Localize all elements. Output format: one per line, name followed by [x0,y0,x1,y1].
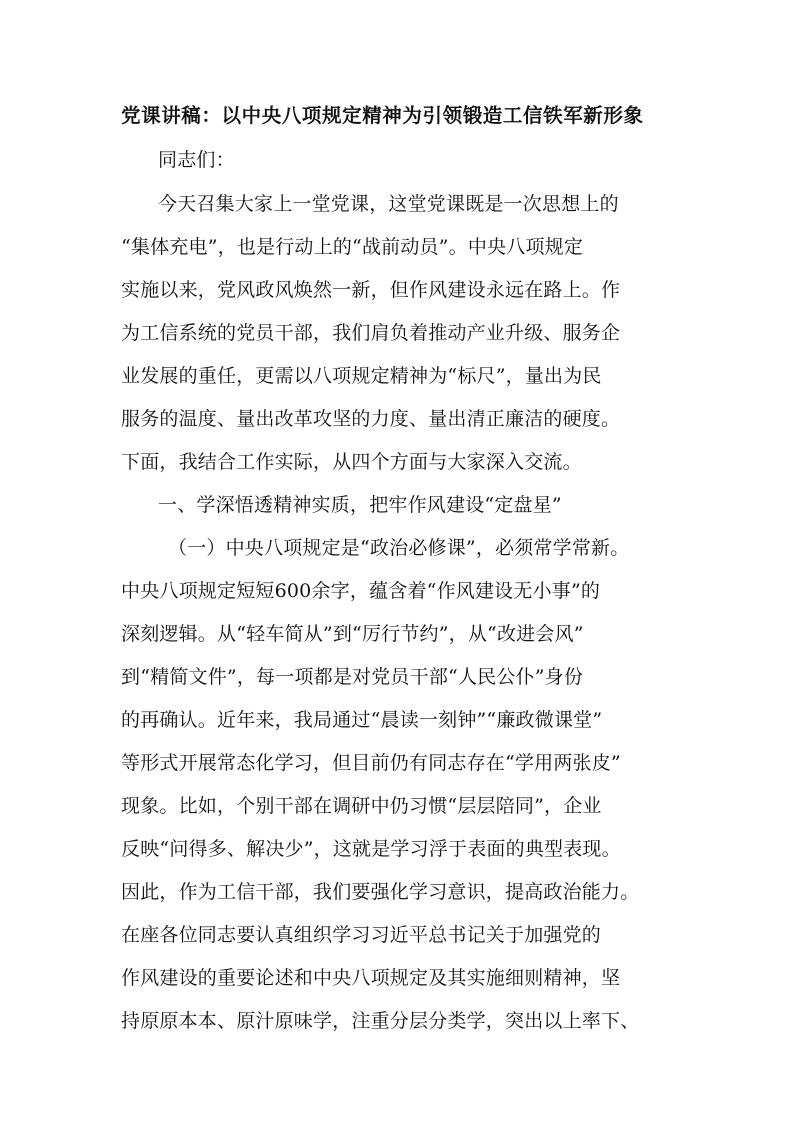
paragraph-line: 今天召集大家上一堂党课，这堂党课既是一次思想上的 [158,193,619,215]
paragraph-line: 到“精简文件”，每一项都是对党员干部“人民公仆”身份 [121,666,584,688]
paragraph-line: 现象。比如，个别干部在调研中仍习惯“层层陪同”，企业 [121,795,602,817]
paragraph-line: 持原原本本、原汁原味学，注重分层分类学，突出以上率下、 [121,1010,640,1032]
paragraph-line: 的再确认。近年来，我局通过“晨读一刻钟”“廉政微课堂” [121,709,603,731]
paragraph-line: 反映“问得多、解决少”，这就是学习浮于表面的典型表现。 [121,838,621,860]
paragraph-line: 等形式开展常态化学习，但目前仍有同志存在“学用两张皮” [121,752,621,774]
salutation: 同志们： [158,149,235,171]
paragraph-line: 深刻逻辑。从“轻车简从”到“厉行节约”，从“改进会风” [121,623,584,645]
paragraph-line: 作风建设的重要论述和中央八项规定及其实施细则精神，坚 [121,967,621,989]
paragraph-line: 因此，作为工信干部，我们要强化学习意识，提高政治能力。 [121,881,640,903]
paragraph-line: 服务的温度、量出改革攻坚的力度、量出清正廉洁的硬度。 [121,408,621,430]
paragraph-line: 业发展的重任，更需以八项规定精神为“标尺”，量出为民 [121,365,602,387]
paragraph-line: 实施以来，党风政风焕然一新，但作风建设永远在路上。作 [121,279,621,301]
section-heading: 一、学深悟透精神实质，把牢作风建设“定盘星” [158,494,562,516]
paragraph-line: 为工信系统的党员干部，我们肩负着推动产业升级、服务企 [121,322,621,344]
document-title: 党课讲稿：以中央八项规定精神为引领锻造工信铁军新形象 [121,104,644,127]
subsection-heading: （一）中央八项规定是“政治必修课”，必须常学常新。 [168,537,630,559]
paragraph-line: 下面，我结合工作实际，从四个方面与大家深入交流。 [121,451,582,473]
paragraph-line: 中央八项规定短短600余字，蕴含着“作风建设无小事”的 [121,580,601,602]
paragraph-line: “集体充电”，也是行动上的“战前动员”。中央八项规定 [121,236,584,258]
paragraph-line: 在座各位同志要认真组织学习习近平总书记关于加强党的 [121,924,602,946]
